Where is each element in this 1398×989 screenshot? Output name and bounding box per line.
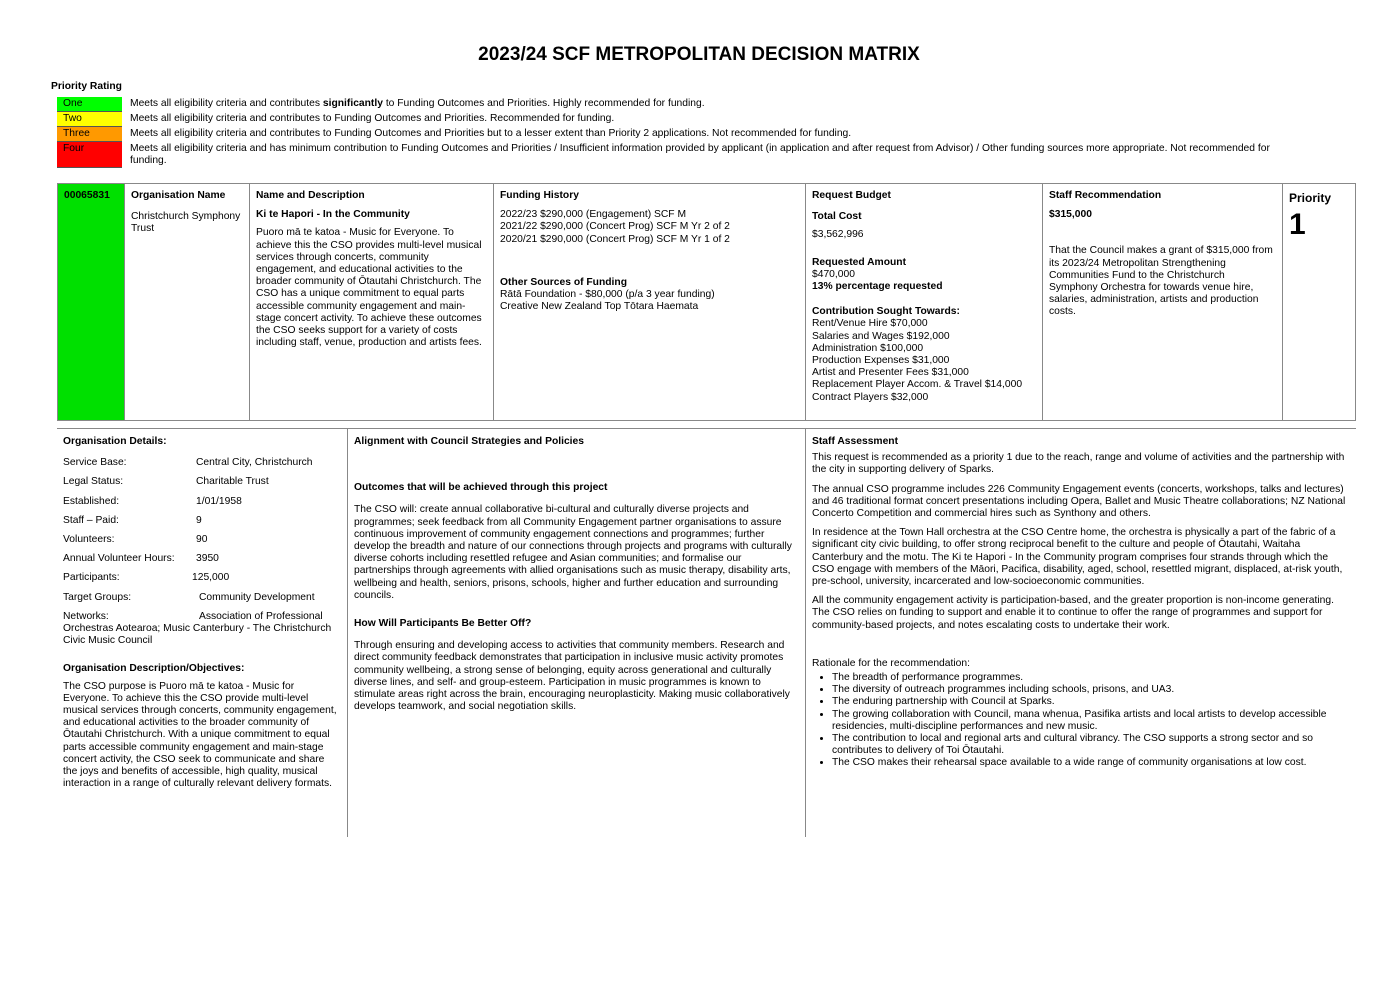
- detail-value: 9: [196, 514, 202, 526]
- project-description: Puoro mā te katoa - Music for Everyone. To achieve this the CSO provides multi-level musical services through concerts, community engagement, and educational activities to the broader community of Ōtautahi Christchurch. The CSO has a unique commitment to equal parts accessible community engagement and main-stage concert activity. To achieve these outcomes the CSO seeks support for a variety of costs including staff, venue, production and artists fees.: [256, 227, 482, 349]
- detail-row: [63, 457, 341, 469]
- objectives-text: The CSO purpose is Puoro mā te katoa - Music for Everyone. To achieve this the CSO provide multi-level musical services through concerts, community engagement, and educational activities to the broader community of Ōtautahi Christchurch. With a unique commitment to equal parts accessible community engagement and main-stage concert activity, the CSO seek to communicate and share the joys and benefits of accessible, high quality, musical interaction in a range of culturally relevant delivery formats.: [63, 680, 337, 790]
- better-off-header: How Will Participants Be Better Off?: [354, 618, 532, 630]
- priority-desc-four: Meets all eligibility criteria and has minimum contribution to Funding Outcomes and Priorities / Insufficient information provided by applicant (in application and after request from Advisor) / Other funding sources more appropriate. Not recommended for funding.: [130, 143, 1270, 167]
- alignment-header: Alignment with Council Strategies and Policies: [354, 436, 585, 447]
- priority-row-one: [57, 97, 1307, 112]
- detail-label: Service Base:: [63, 457, 127, 469]
- contribution-header: Contribution Sought Towards:: [812, 306, 960, 318]
- priority-row-three: [57, 127, 1307, 142]
- other-sources-header: Other Sources of Funding: [500, 276, 627, 288]
- detail-label: Participants:: [63, 572, 120, 584]
- priority-swatch-two: Two: [57, 112, 122, 127]
- funding-history-list: [500, 209, 799, 246]
- organisation-header: Organisation Name: [131, 190, 226, 201]
- detail-label: Annual Volunteer Hours:: [63, 553, 175, 565]
- rationale-item: • The enduring partnership with Council at Sparks.: [832, 696, 1350, 708]
- detail-value: 125,000: [192, 572, 230, 584]
- funding-history-item: 2021/22 $290,000 (Concert Prog) SCF M Yr 2 of 2: [500, 221, 730, 233]
- other-source-item: Rātā Foundation - $80,000 (p/a 3 year funding): [500, 289, 715, 301]
- priority-desc-one: Meets all eligibility criteria and contributes significantly to Funding Outcomes and Priorities. Highly recommended for funding.: [130, 98, 705, 109]
- detail-label: Legal Status:: [63, 476, 124, 488]
- rationale-item: • The breadth of performance programmes.: [832, 672, 1350, 684]
- name-description-cell: [250, 184, 494, 420]
- detail-value: 90: [196, 534, 208, 546]
- better-off-text: Through ensuring and developing access to activities that community members. Research and direct community feedback demonstrates that participation in inclusive music activity promotes community wellbeing, a strong sense of belonging, equity across generational and culturally diverse lines, and self- and group-esteem. Participation in music programmes is known to stimulate areas right across the brain, encouraging neuroplasticity. Making music collaboratively develops teamwork, and social negotiation skills.: [354, 640, 790, 713]
- requested-amount-label: Requested Amount: [812, 256, 907, 268]
- organisation-details-column: [57, 429, 348, 837]
- contribution-item: Artist and Presenter Fees $31,000: [812, 367, 969, 379]
- staff-recommendation-amount: $315,000: [1049, 209, 1092, 221]
- contribution-item: Rent/Venue Hire $70,000: [812, 318, 928, 330]
- priority-swatch-four: Four: [57, 142, 122, 168]
- priority-header: Priority: [1289, 191, 1332, 205]
- detail-value: 3950: [196, 553, 219, 565]
- detail-value: Charitable Trust: [196, 476, 269, 488]
- detail-row: [63, 534, 341, 546]
- contribution-item: Production Expenses $31,000: [812, 355, 950, 367]
- request-budget-cell: [806, 184, 1043, 420]
- funding-history-cell: [494, 184, 806, 420]
- detail-value: Central City, Christchurch: [196, 457, 313, 469]
- application-summary-table: [57, 183, 1356, 421]
- outcomes-text: The CSO will: create annual collaborative bi-cultural and culturally diverse projects and programmes; seek feedback from all Community Engagement partner organisations to assure continuous improvement of community engagement connections and programmes; further develop the breadth and nature of our connections through projects and programs with culturally diverse cohorts including resettled refugee and Asian communities; and formalise our partnerships through agreements with allied organisations such as music therapy, disability arts, wellbeing and health, seniors, prisons, schools, higher and further education and surrounding councils.: [354, 504, 792, 601]
- request-budget-header: Request Budget: [812, 190, 891, 201]
- detail-label: Established:: [63, 495, 120, 507]
- detail-label: Staff – Paid:: [63, 514, 119, 526]
- detail-value: 1/01/1958: [196, 495, 242, 507]
- requested-amount-value: $470,000: [812, 268, 855, 280]
- staff-assessment-column: [806, 429, 1356, 837]
- detail-row: [63, 553, 341, 565]
- priority-swatch-three: Three: [57, 127, 122, 142]
- percentage-requested: 13% percentage requested: [812, 281, 943, 293]
- assessment-paragraph: In residence at the Town Hall orchestra at the CSO Centre home, the orchestra is physically a part of the fabric of a significant city civic building, to offer strong reciprocal benefit to the culture and people of Ōtautahi, Waitaha Canterbury and the motu. The Ki te Hapori - In the Community program comprises four strands through which the CSO engage with members of the Māori, Pacifica, disability, aged, school, resettled migrant, displaced, at-risk youth, pre-school, university, incarcerated and low-socioeconomic communities.: [812, 527, 1343, 588]
- contribution-item: Salaries and Wages $192,000: [812, 330, 950, 342]
- staff-recommendation-text: That the Council makes a grant of $315,000 from its 2023/24 Metropolitan Strengthening Communities Fund to the Christchurch Symphony Orchestra for towards venue hire, salaries, administration, artists and production costs.: [1049, 245, 1273, 318]
- contribution-item: Contract Players $32,000: [812, 391, 929, 403]
- detail-label: Target Groups:: [63, 591, 132, 603]
- assessment-paragraph: All the community engagement activity is participation-based, and the greater proportion is non-income generating. The CSO relies on funding to support and enable it to continue to offer the range of programmes and support for community-based projects, and notes escalating costs to undertake their work.: [812, 595, 1334, 631]
- priority-row-two: [57, 112, 1307, 127]
- priority-value: 1: [1289, 208, 1306, 242]
- priority-desc-two: Meets all eligibility criteria and contributes to Funding Outcomes and Priorities. Recommended for funding.: [130, 113, 615, 124]
- rationale-item: • The contribution to local and regional arts and cultural vibrancy. The CSO supports a strong sector and so contributes to delivery of Toi Ōtautahi.: [832, 733, 1350, 757]
- objectives-header: Organisation Description/Objectives:: [63, 663, 245, 675]
- staff-recommendation-cell: [1043, 184, 1283, 420]
- name-description-header: Name and Description: [256, 190, 365, 201]
- organisation-details-header: Organisation Details:: [63, 436, 167, 447]
- priority-cell: [1283, 184, 1355, 420]
- contribution-item: Replacement Player Accom. & Travel $14,000: [812, 379, 1023, 391]
- application-id: 00065831: [64, 190, 110, 201]
- detail-row: [63, 515, 341, 527]
- detail-row: [63, 592, 341, 604]
- assessment-section: [57, 428, 1356, 837]
- rationale-item: • The growing collaboration with Council, mana whenua, Pasifika artists and local artists to develop accessible residencies, multi-discipline performances and new music.: [832, 709, 1350, 733]
- rationale-list: [812, 672, 1350, 770]
- total-cost-value: $3,562,996: [812, 229, 864, 241]
- detail-row: [63, 572, 341, 584]
- project-name: Ki te Hapori - In the Community: [256, 209, 410, 221]
- rationale-label: Rationale for the recommendation:: [812, 657, 970, 669]
- alignment-column: [348, 429, 806, 837]
- total-cost-label: Total Cost: [812, 211, 862, 223]
- outcomes-header: Outcomes that will be achieved through this project: [354, 482, 608, 494]
- rationale-item: • The CSO makes their rehearsal space available to a wide range of community organisations at low cost.: [832, 757, 1350, 769]
- page-title: 2023/24 SCF METROPOLITAN DECISION MATRIX: [478, 44, 920, 65]
- organisation-name: Christchurch Symphony Trust: [131, 211, 241, 235]
- detail-value: Community Development: [199, 591, 315, 603]
- priority-swatch-one: One: [57, 97, 122, 112]
- priority-rating-label: Priority Rating: [51, 81, 122, 92]
- priority-row-four: [57, 142, 1307, 168]
- funding-history-item: 2022/23 $290,000 (Engagement) SCF M: [500, 209, 687, 221]
- funding-history-item: 2020/21 $290,000 (Concert Prog) SCF M Yr 1 of 2: [500, 233, 730, 245]
- networks-row: [63, 611, 341, 648]
- organisation-cell: [125, 184, 250, 420]
- networks-label: Networks:: [63, 610, 109, 622]
- application-id-cell: [58, 184, 125, 420]
- detail-row: [63, 496, 341, 508]
- staff-assessment-header: Staff Assessment: [812, 436, 899, 447]
- detail-row: [63, 476, 341, 488]
- staff-recommendation-header: Staff Recommendation: [1049, 190, 1162, 201]
- funding-history-header: Funding History: [500, 190, 579, 201]
- priority-desc-three: Meets all eligibility criteria and contributes to Funding Outcomes and Priorities but to a lesser extent than Priority 2 applications. Not recommended for funding.: [130, 128, 852, 139]
- assessment-paragraph: This request is recommended as a priority 1 due to the reach, range and volume of activities and the partnership with the city in supporting delivery of Sparks.: [812, 452, 1345, 476]
- rationale-item: • The diversity of outreach programmes including schools, prisons, and UA3.: [832, 684, 1350, 696]
- contribution-item: Administration $100,000: [812, 342, 924, 354]
- assessment-paragraph: The annual CSO programme includes 226 Community Engagement events (concerts, workshops, talks and lectures) and 46 traditional format concert presentations including Opera, Ballet and Music Theatre collaborations; NZ National Concerto Competition and commercial hires such as Synthony and others.: [812, 483, 1346, 520]
- detail-label: Volunteers:: [63, 534, 115, 546]
- other-source-item: Creative New Zealand Top Tōtara Haemata: [500, 301, 699, 313]
- priority-rating-legend: [57, 97, 1307, 168]
- networks-value: Association of Professional Orchestras Aotearoa; Music Canterbury - The Christchurch Civic Music Council: [63, 610, 332, 647]
